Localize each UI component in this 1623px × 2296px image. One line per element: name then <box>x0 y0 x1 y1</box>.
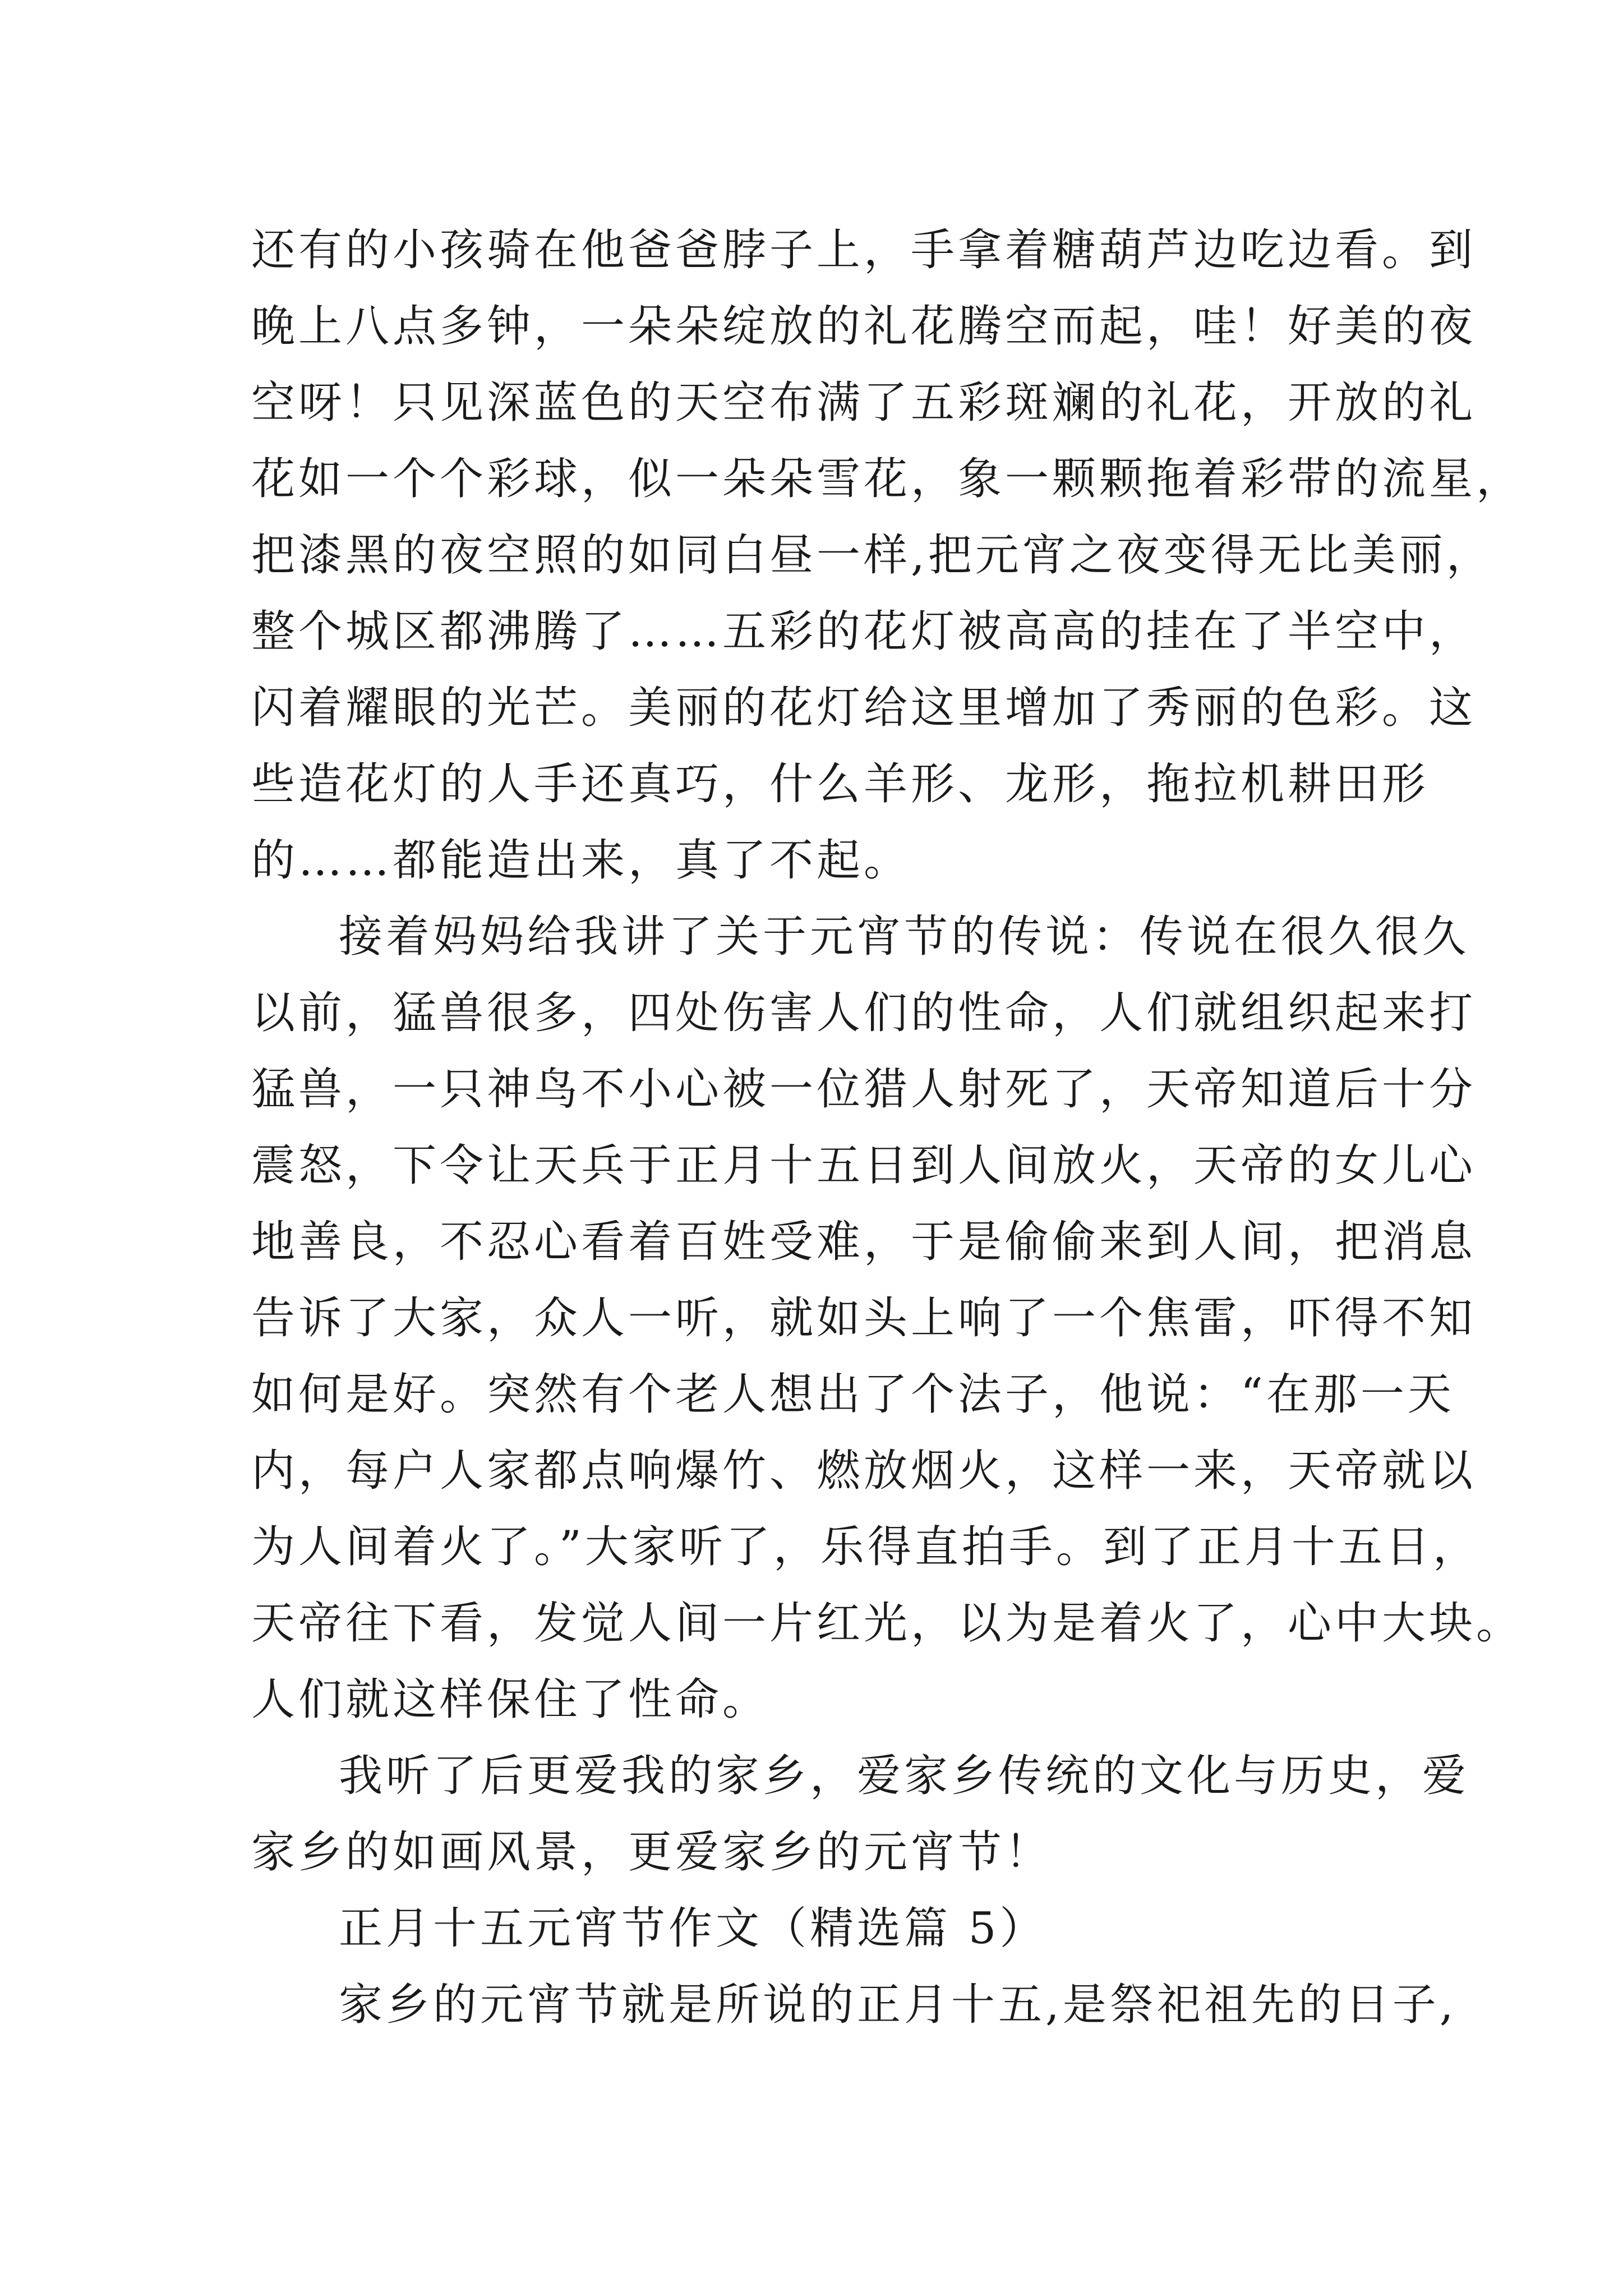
text-line: 的……都能造出来，真了不起。 <box>251 835 911 886</box>
text-line: 内，每户人家都点响爆竹、燃放烟火，这样一来，天帝就以 <box>251 1446 1477 1496</box>
text-line: 闪着耀眼的光芒。美丽的花灯给这里增加了秀丽的色彩。这 <box>251 683 1477 733</box>
text-line: 家乡的如画风景，更爱家乡的元宵节！ <box>251 1827 1053 1878</box>
text-line: 为人间着火了。”大家听了，乐得直拍手。到了正月十五日， <box>251 1522 1480 1572</box>
text-line: 把漆黑的夜空照的如同白昼一样,把元宵之夜变得无比美丽， <box>251 530 1493 581</box>
text-line: 空呀！只见深蓝色的天空布满了五彩斑斓的礼花，开放的礼 <box>251 378 1477 428</box>
text-line: 震怒，下令让天兵于正月十五日到人间放火，天帝的女儿心 <box>251 1140 1477 1191</box>
text-line: 整个城区都沸腾了……五彩的花灯被高高的挂在了半空中， <box>251 606 1477 657</box>
text-line: 人们就这样保住了性命。 <box>251 1674 770 1725</box>
text-line: 还有的小孩骑在他爸爸脖子上，手拿着糖葫芦边吃边看。到 <box>251 225 1477 275</box>
section-heading: 正月十五元宵节作文（精选篇 5） <box>339 1903 1047 1954</box>
text-line: 些造花灯的人手还真巧，什么羊形、龙形，拖拉机耕田形 <box>251 759 1430 809</box>
text-line: 地善良，不忍心看着百姓受难，于是偷偷来到人间，把消息 <box>251 1217 1477 1267</box>
paragraph-start-line: 我听了后更爱我的家乡，爱家乡传统的文化与历史，爱 <box>339 1751 1470 1801</box>
text-line: 花如一个个彩球，似一朵朵雪花，象一颗颗拖着彩带的流星， <box>251 454 1524 504</box>
text-line: 以前，猛兽很多，四处伤害人们的性命，人们就组织起来打 <box>251 988 1477 1038</box>
paragraph-start-line: 接着妈妈给我讲了关于元宵节的传说：传说在很久很久 <box>339 912 1470 962</box>
paragraph-start-line: 家乡的元宵节就是所说的正月十五,是祭祀祖先的日子, <box>339 1980 1457 2030</box>
text-line: 猛兽，一只神鸟不小心被一位猎人射死了，天帝知道后十分 <box>251 1064 1477 1115</box>
text-line: 晚上八点多钟，一朵朵绽放的礼花腾空而起，哇！好美的夜 <box>251 301 1477 352</box>
document-body <box>251 212 1524 2043</box>
text-line: 告诉了大家，众人一听，就如头上响了一个焦雷，吓得不知 <box>251 1293 1477 1343</box>
text-line: 如何是好。突然有个老人想出了个法子，他说：“在那一天 <box>251 1369 1455 1420</box>
text-line: 天帝往下看，发觉人间一片红光，以为是着火了，心中大块。 <box>251 1598 1524 1649</box>
